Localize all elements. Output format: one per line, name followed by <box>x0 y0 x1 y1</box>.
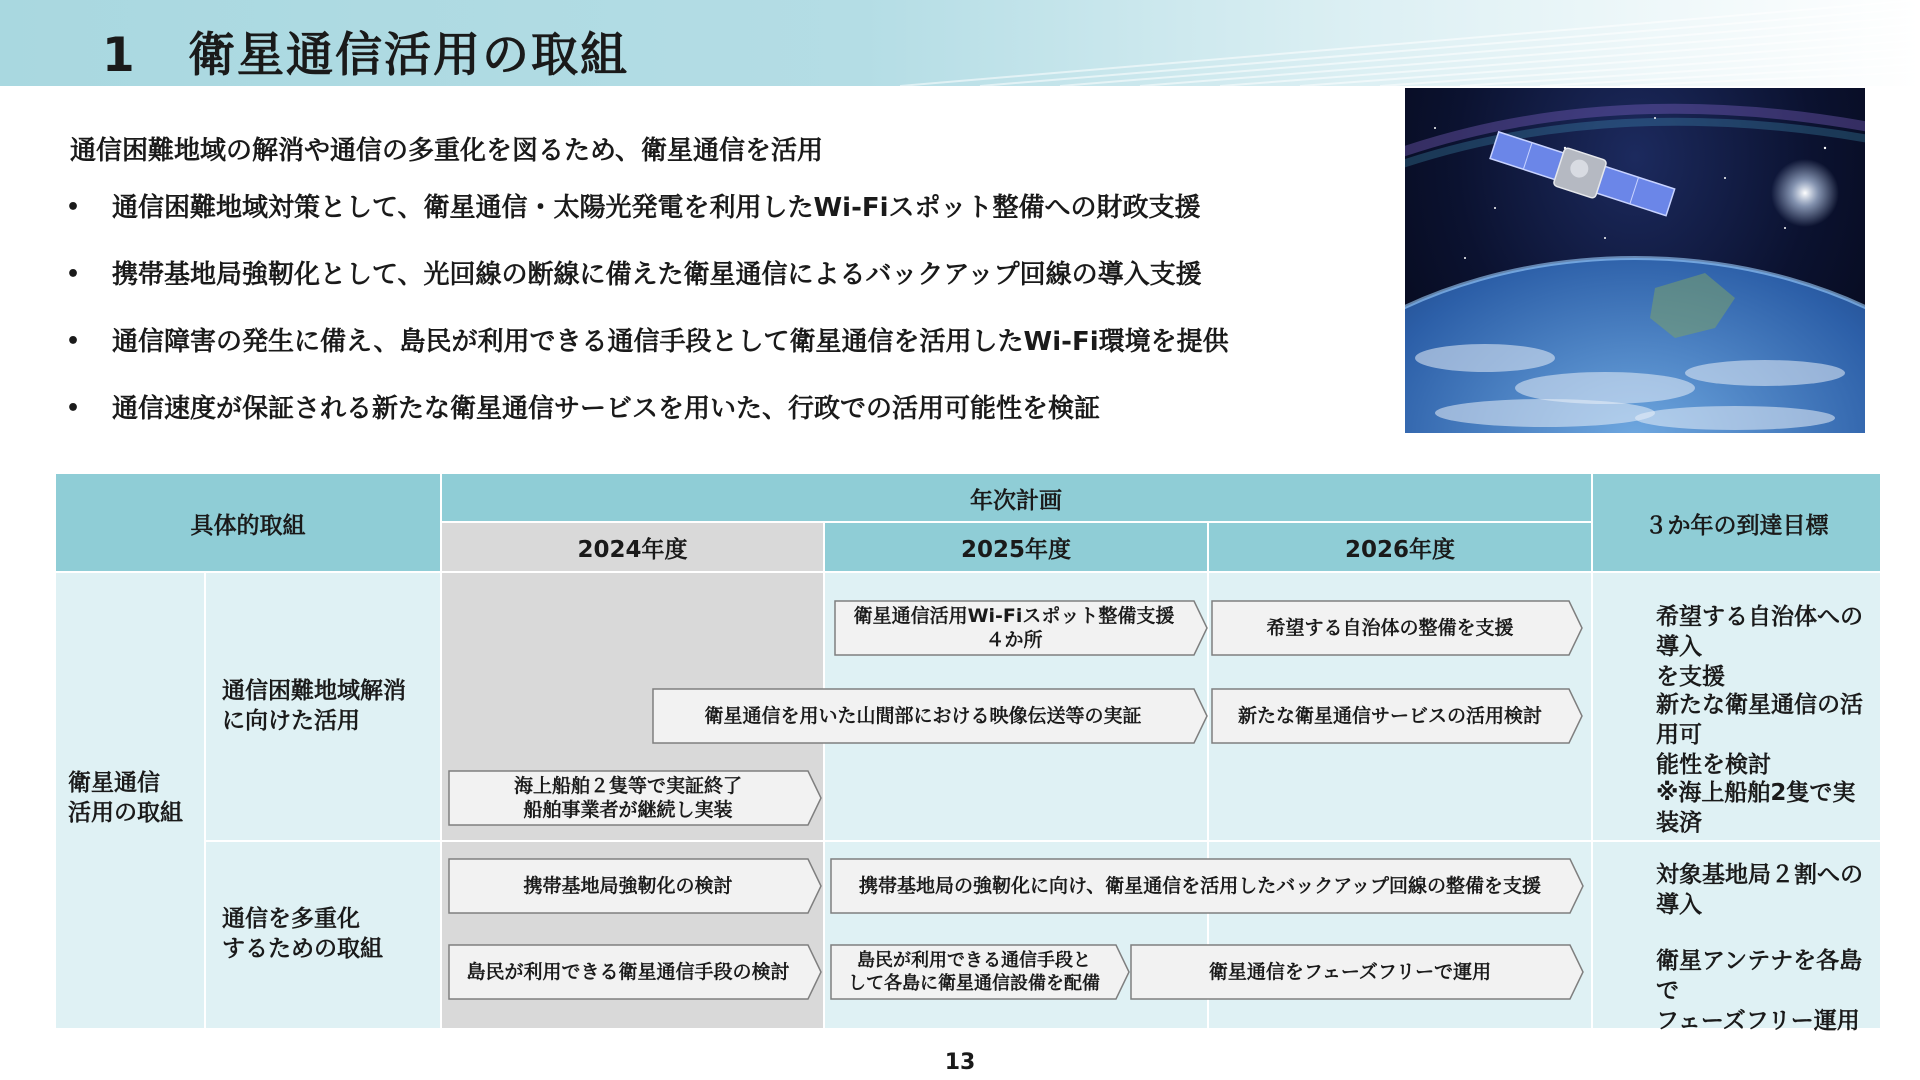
plan-arrow <box>834 600 1208 656</box>
title-text: 衛星通信活用の取組 <box>188 28 629 83</box>
arrow-label: 衛星通信を用いた山間部における映像伝送等の実証 <box>704 705 1142 727</box>
bullet-text: 通信速度が保証される新たな衛星通信サービスを用いた、行政での活用可能性を検証 <box>112 394 1101 424</box>
header-year-2025: 2025年度 <box>960 536 1071 563</box>
header-goal: ３か年の到達目標 <box>1644 512 1829 539</box>
header-initiatives: 具体的取組 <box>190 512 306 539</box>
bullet-item <box>66 257 1229 324</box>
category-label: 衛星通信 活用の取組 <box>68 770 183 826</box>
bullet-mark: • <box>66 329 81 354</box>
grid-line <box>204 572 206 1028</box>
plan-arrow <box>652 688 1208 744</box>
bullet-mark: • <box>66 262 81 287</box>
goal-text: ※海上船舶2隻で実装済 <box>1656 780 1856 836</box>
bullet-text: 携帯基地局強靭化として、光回線の断線に備えた衛星通信によるバックアップ回線の導入支援 <box>112 260 1202 290</box>
header-annual-plan: 年次計画 <box>970 487 1062 514</box>
header-year-2024: 2024年度 <box>577 536 688 563</box>
bullet-item <box>66 324 1229 391</box>
satellite-over-earth-photo <box>1405 88 1865 433</box>
bullet-list <box>66 190 1229 458</box>
bullet-item <box>66 190 1229 257</box>
arrow-label: 希望する自治体の整備を支援 <box>1266 617 1514 639</box>
plan-arrow <box>448 944 822 1000</box>
bullet-item <box>66 391 1229 458</box>
goal-text: 希望する自治体への導入 を支援 <box>1656 604 1863 690</box>
title-band <box>0 0 1920 86</box>
page-title <box>102 18 629 85</box>
page-number: 13 <box>944 1050 976 1075</box>
plan-arrow <box>1211 600 1583 656</box>
sub-item-label: 通信困難地域解消 に向けた活用 <box>222 678 406 734</box>
plan-arrow <box>830 944 1130 1000</box>
plan-arrow <box>1211 688 1583 744</box>
header-year-2026: 2026年度 <box>1344 536 1455 563</box>
section-number: 1 <box>102 28 137 83</box>
bullet-text: 通信困難地域対策として、衛星通信・太陽光発電を利用したWi-Fiスポット整備への財政支援 <box>112 193 1201 223</box>
plan-arrow <box>448 770 822 826</box>
annual-plan-table <box>56 474 1880 1034</box>
goal-text: 対象基地局２割への導入 <box>1656 862 1863 918</box>
sub-item-label: 通信を多重化 するための取組 <box>222 906 383 962</box>
grid-line <box>823 522 825 1028</box>
bullet-mark: • <box>66 195 81 220</box>
arrow-label: 島民が利用できる通信手段と して各島に衛星通信設備を配備 <box>848 950 1100 994</box>
goal-text: 衛星アンテナを各島で フェーズフリー運用 <box>1656 948 1863 1034</box>
arrow-label: 新たな衛星通信サービスの活用検討 <box>1237 705 1542 727</box>
intro-text: 通信困難地域の解消や通信の多重化を図るため、衛星通信を活用 <box>70 136 823 166</box>
plan-arrow <box>1130 944 1584 1000</box>
plan-arrow <box>448 858 822 914</box>
arrow-label: 海上船舶２隻等で実証終了 船舶事業者が継続し実装 <box>513 775 742 821</box>
grid-line <box>205 840 1880 842</box>
decorative-stripes <box>900 0 1920 86</box>
goal-text: 新たな衛星通信の活用可 能性を検討 <box>1656 692 1863 778</box>
arrow-label: 携帯基地局強靭化の検討 <box>523 875 733 897</box>
arrow-label: 携帯基地局の強靭化に向け、衛星通信を活用したバックアップ回線の整備を支援 <box>859 875 1541 897</box>
arrow-label: 島民が利用できる衛星通信手段の検討 <box>466 961 790 983</box>
bullet-text: 通信障害の発生に備え、島民が利用できる通信手段として衛星通信を活用したWi-Fi環境を提供 <box>112 327 1229 357</box>
bullet-mark: • <box>66 396 81 421</box>
arrow-label: 衛星通信をフェーズフリーで運用 <box>1208 961 1492 983</box>
plan-arrow <box>830 858 1584 914</box>
arrow-label: 衛星通信活用Wi-Fiスポット整備支援 ４か所 <box>853 605 1175 651</box>
